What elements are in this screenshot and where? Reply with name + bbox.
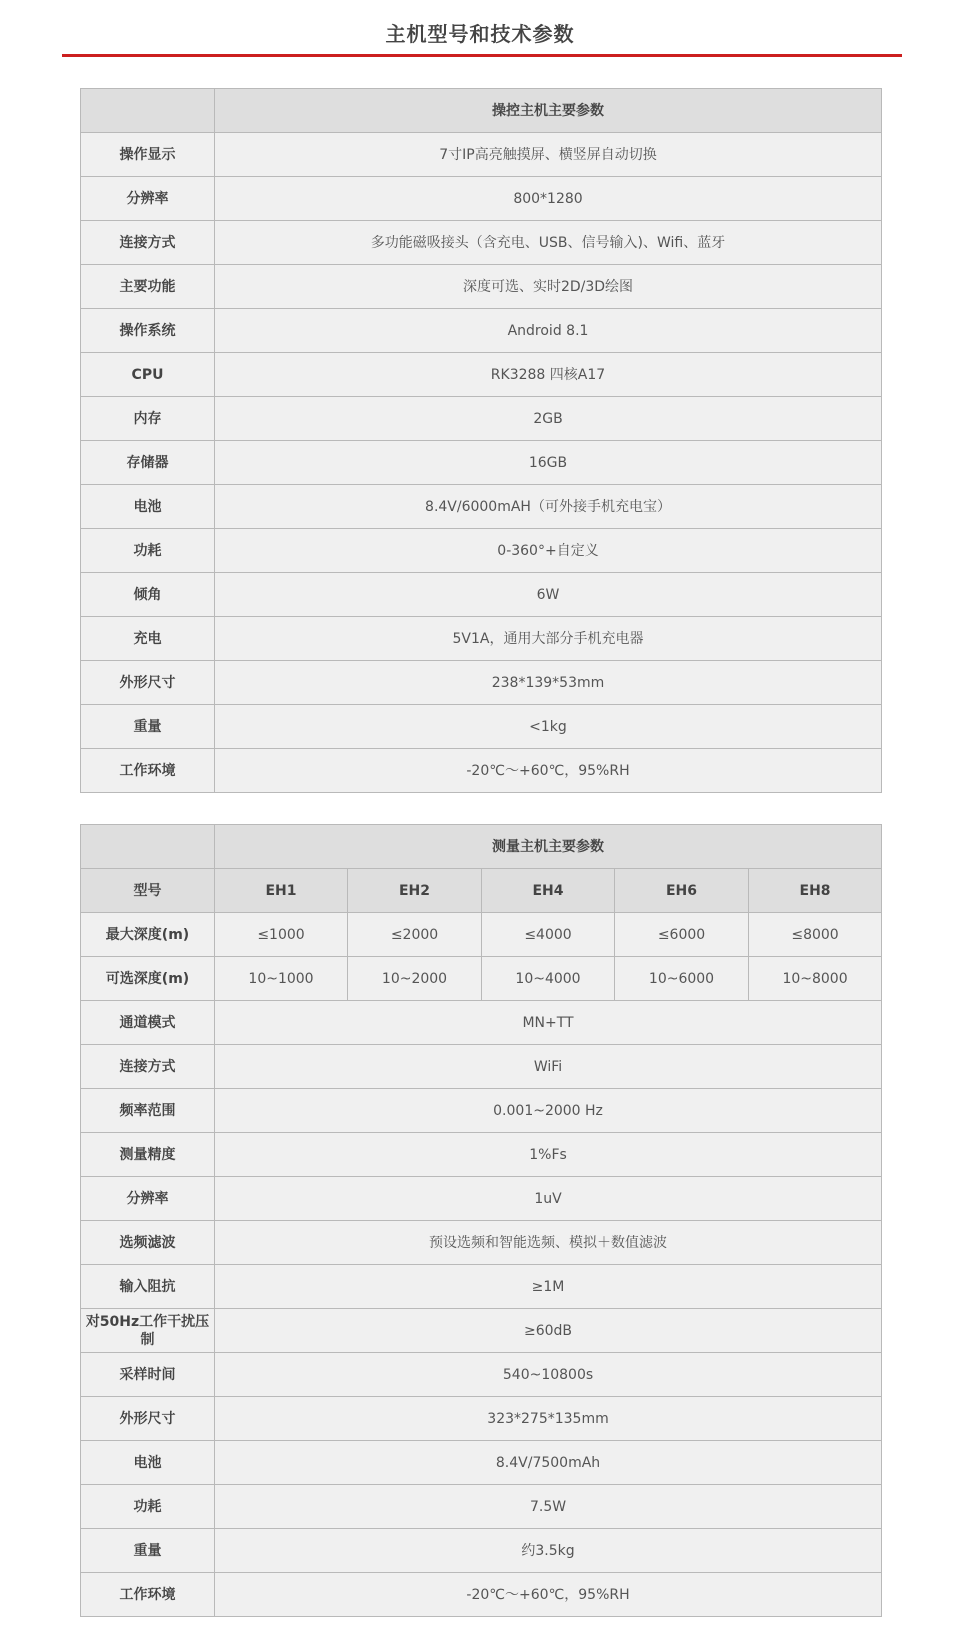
value-cell: 10~4000 <box>482 957 615 1001</box>
table-row <box>81 1045 882 1089</box>
table-row <box>81 1265 882 1309</box>
value-cell: Android 8.1 <box>215 309 882 353</box>
row-label: 通道模式 <box>81 1001 215 1045</box>
table-row <box>81 265 882 309</box>
table-row <box>81 1133 882 1177</box>
value-cell: 7.5W <box>215 1485 882 1529</box>
row-label: 电池 <box>81 485 215 529</box>
table-row <box>81 133 882 177</box>
table-row <box>81 617 882 661</box>
value-cell: RK3288 四核A17 <box>215 353 882 397</box>
row-label: 连接方式 <box>81 1045 215 1089</box>
value-cell: 5V1A，通用大部分手机充电器 <box>215 617 882 661</box>
row-label: 工作环境 <box>81 749 215 793</box>
row-label: 选频滤波 <box>81 1221 215 1265</box>
page-title: 主机型号和技术参数 <box>385 22 575 46</box>
table-row <box>81 1573 882 1617</box>
control-host-spec-table <box>80 88 882 793</box>
table-row <box>81 573 882 617</box>
value-cell: 0-360°+自定义 <box>215 529 882 573</box>
value-cell: MN+TT <box>215 1001 882 1045</box>
value-cell: 10~8000 <box>749 957 882 1001</box>
row-label: 外形尺寸 <box>81 1397 215 1441</box>
model-cell: EH8 <box>749 869 882 913</box>
title-divider <box>62 54 902 57</box>
table-row <box>81 1177 882 1221</box>
row-label: 工作环境 <box>81 1573 215 1617</box>
value-cell: 8.4V/7500mAh <box>215 1441 882 1485</box>
row-label: 重量 <box>81 705 215 749</box>
table-row <box>81 1353 882 1397</box>
table-row <box>81 309 882 353</box>
row-label: 频率范围 <box>81 1089 215 1133</box>
value-cell: 1%Fs <box>215 1133 882 1177</box>
value-cell: 238*139*53mm <box>215 661 882 705</box>
row-label: 型号 <box>81 869 215 913</box>
value-cell: 2GB <box>215 397 882 441</box>
row-label: 功耗 <box>81 1485 215 1529</box>
value-cell: ≥1M <box>215 1265 882 1309</box>
table-row <box>81 441 882 485</box>
row-label: 分辨率 <box>81 177 215 221</box>
table-row <box>81 1089 882 1133</box>
model-cell: EH4 <box>482 869 615 913</box>
value-cell: 7寸IP高亮触摸屏、横竖屏自动切换 <box>215 133 882 177</box>
max-depth-row <box>81 913 882 957</box>
table-row <box>81 529 882 573</box>
row-label: 主要功能 <box>81 265 215 309</box>
value-cell: 540~10800s <box>215 1353 882 1397</box>
row-label: 充电 <box>81 617 215 661</box>
value-cell: 10~2000 <box>348 957 482 1001</box>
row-label: 连接方式 <box>81 221 215 265</box>
value-cell: 8.4V/6000mAH（可外接手机充电宝） <box>215 485 882 529</box>
value-cell: 0.001~2000 Hz <box>215 1089 882 1133</box>
row-label: CPU <box>81 353 215 397</box>
value-cell: 深度可选、实时2D/3D绘图 <box>215 265 882 309</box>
row-label: 可选深度(m) <box>81 957 215 1001</box>
table-row <box>81 1309 882 1353</box>
row-label: 采样时间 <box>81 1353 215 1397</box>
table-row <box>81 485 882 529</box>
table-row <box>81 1001 882 1045</box>
row-label: 存储器 <box>81 441 215 485</box>
table-row <box>81 705 882 749</box>
value-cell: -20℃～+60℃，95%RH <box>215 749 882 793</box>
value-cell: -20℃～+60℃，95%RH <box>215 1573 882 1617</box>
row-label: 重量 <box>81 1529 215 1573</box>
row-label: 操作系统 <box>81 309 215 353</box>
value-cell: ≤1000 <box>215 913 348 957</box>
value-cell: 多功能磁吸接头（含充电、USB、信号输入)、Wifi、蓝牙 <box>215 221 882 265</box>
value-cell: <1kg <box>215 705 882 749</box>
table-row <box>81 1485 882 1529</box>
table-row <box>81 749 882 793</box>
header-corner-cell <box>81 825 215 869</box>
row-label: 功耗 <box>81 529 215 573</box>
value-cell: ≤2000 <box>348 913 482 957</box>
table-row <box>81 661 882 705</box>
value-cell: 预设选频和智能选频、模拟＋数值滤波 <box>215 1221 882 1265</box>
value-cell: 约3.5kg <box>215 1529 882 1573</box>
value-cell: ≤8000 <box>749 913 882 957</box>
model-cell: EH1 <box>215 869 348 913</box>
value-cell: WiFi <box>215 1045 882 1089</box>
value-cell: 6W <box>215 573 882 617</box>
row-label: 输入阻抗 <box>81 1265 215 1309</box>
value-cell: 16GB <box>215 441 882 485</box>
table-header: 操控主机主要参数 <box>215 89 882 133</box>
row-label: 对50Hz工作干扰压制 <box>81 1309 215 1353</box>
table-header-row <box>81 89 882 133</box>
model-cell: EH6 <box>615 869 749 913</box>
row-label: 最大深度(m) <box>81 913 215 957</box>
table-row <box>81 397 882 441</box>
table-row <box>81 177 882 221</box>
table-row <box>81 1221 882 1265</box>
table-header-row <box>81 825 882 869</box>
table-row <box>81 1397 882 1441</box>
value-cell: ≥60dB <box>215 1309 882 1353</box>
header-corner-cell <box>81 89 215 133</box>
row-label: 内存 <box>81 397 215 441</box>
table-row <box>81 1441 882 1485</box>
table-row <box>81 221 882 265</box>
row-label: 分辨率 <box>81 1177 215 1221</box>
value-cell: 1uV <box>215 1177 882 1221</box>
table-row <box>81 1529 882 1573</box>
row-label: 外形尺寸 <box>81 661 215 705</box>
optional-depth-row <box>81 957 882 1001</box>
table-row <box>81 353 882 397</box>
table-header: 测量主机主要参数 <box>215 825 882 869</box>
value-cell: ≤4000 <box>482 913 615 957</box>
value-cell: 10~6000 <box>615 957 749 1001</box>
model-cell: EH2 <box>348 869 482 913</box>
value-cell: ≤6000 <box>615 913 749 957</box>
model-row <box>81 869 882 913</box>
value-cell: 800*1280 <box>215 177 882 221</box>
value-cell: 10~1000 <box>215 957 348 1001</box>
row-label: 操作显示 <box>81 133 215 177</box>
row-label: 倾角 <box>81 573 215 617</box>
row-label: 电池 <box>81 1441 215 1485</box>
row-label: 测量精度 <box>81 1133 215 1177</box>
value-cell: 323*275*135mm <box>215 1397 882 1441</box>
measure-host-spec-table <box>80 824 882 1617</box>
